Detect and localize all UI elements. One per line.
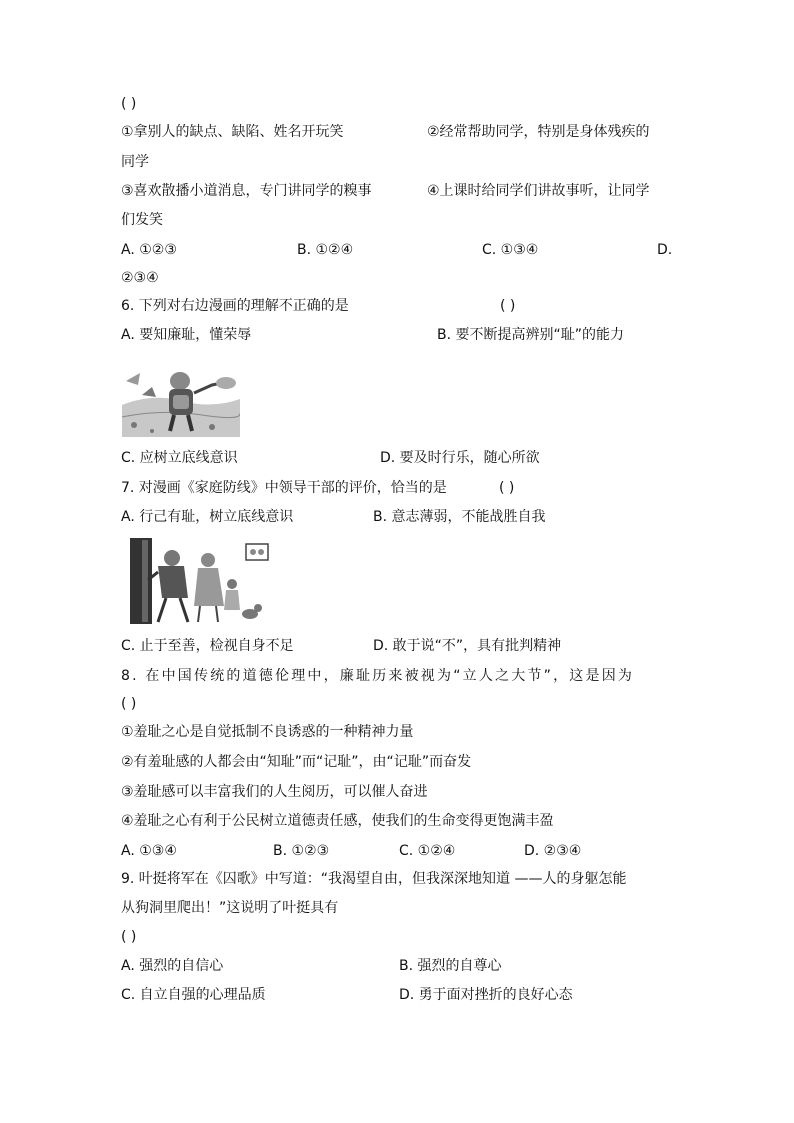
q5-option-3: ③喜欢散播小道消息，专门讲同学的糗事	[121, 183, 372, 199]
q8-option-4: ④羞耻之心有利于公民树立道德责任感，使我们的生命变得更饱满丰盈	[121, 813, 554, 829]
q8-answer-paren: ( )	[121, 696, 137, 712]
q8-choice-c: C. ①②④	[399, 843, 456, 859]
q6-choice-a: A. 要知廉耻，懂荣辱	[121, 327, 252, 343]
q6-choice-c: C. 应树立底线意识	[121, 450, 238, 466]
q8-stem: 8. 在中国传统的道德伦理中，廉耻历来被视为“立人之大节”，这是因为	[121, 668, 635, 684]
q7-choice-b: B. 意志薄弱，不能战胜自我	[373, 509, 546, 525]
q7-choice-a: A. 行己有耻，树立底线意识	[121, 509, 294, 525]
q5-option-4-cont: 们发笑	[121, 212, 163, 228]
q9-choice-d: D. 勇于面对挫折的良好心态	[399, 987, 573, 1003]
q7-stem: 7. 对漫画《家庭防线》中领导干部的评价，恰当的是	[121, 480, 447, 496]
q5-option-2-cont: 同学	[121, 154, 149, 170]
q9-stem: 9. 叶挺将军在《囚歌》中写道：“我渴望自由，但我深深地知道 ——人的身躯怎能	[121, 871, 627, 887]
q5-choice-b: B. ①②④	[297, 242, 354, 258]
q5-answer-paren: ( )	[121, 96, 137, 112]
q8-choice-d: D. ②③④	[524, 843, 582, 859]
family-defense-line-cartoon-image	[122, 536, 274, 628]
q5-choice-d-label: D.	[657, 242, 673, 258]
q7-answer-paren: ( )	[499, 480, 515, 496]
q9-stem-cont: 从狗洞里爬出！”这说明了叶挺具有	[121, 900, 339, 916]
q8-option-3: ③羞耻感可以丰富我们的人生阅历，可以催人奋进	[121, 784, 428, 800]
q6-choice-b: B. 要不断提高辨别“耻”的能力	[437, 327, 625, 343]
q5-option-4: ④上课时给同学们讲故事听，让同学	[427, 183, 650, 199]
q7-choice-d: D. 敢于说“不”，具有批判精神	[373, 638, 562, 654]
q8-option-2: ②有羞耻感的人都会由“知耻”而“记耻”，由“记耻”而奋发	[121, 754, 472, 770]
q9-choice-b: B. 强烈的自尊心	[399, 958, 502, 974]
q9-answer-paren: ( )	[121, 929, 137, 945]
hiker-cartoon-image	[122, 355, 240, 437]
q9-choice-c: C. 自立自强的心理品质	[121, 987, 266, 1003]
q7-choice-c: C. 止于至善，检视自身不足	[121, 638, 294, 654]
q8-choice-b: B. ①②③	[273, 843, 330, 859]
q5-option-1: ①拿别人的缺点、缺陷、姓名开玩笑	[121, 124, 344, 140]
q5-option-2: ②经常帮助同学，特别是身体残疾的	[427, 124, 650, 140]
q5-choice-a: A. ①②③	[121, 242, 177, 258]
q6-answer-paren: ( )	[500, 298, 516, 314]
q9-choice-a: A. 强烈的自信心	[121, 958, 224, 974]
q5-choice-c: C. ①③④	[482, 242, 539, 258]
q8-choice-a: A. ①③④	[121, 843, 177, 859]
q5-choice-d-value: ②③④	[121, 270, 159, 286]
q6-choice-d: D. 要及时行乐，随心所欲	[380, 450, 540, 466]
q8-option-1: ①羞耻之心是自觉抵制不良诱惑的一种精神力量	[121, 724, 414, 740]
q6-stem: 6. 下列对右边漫画的理解不正确的是	[121, 298, 349, 314]
